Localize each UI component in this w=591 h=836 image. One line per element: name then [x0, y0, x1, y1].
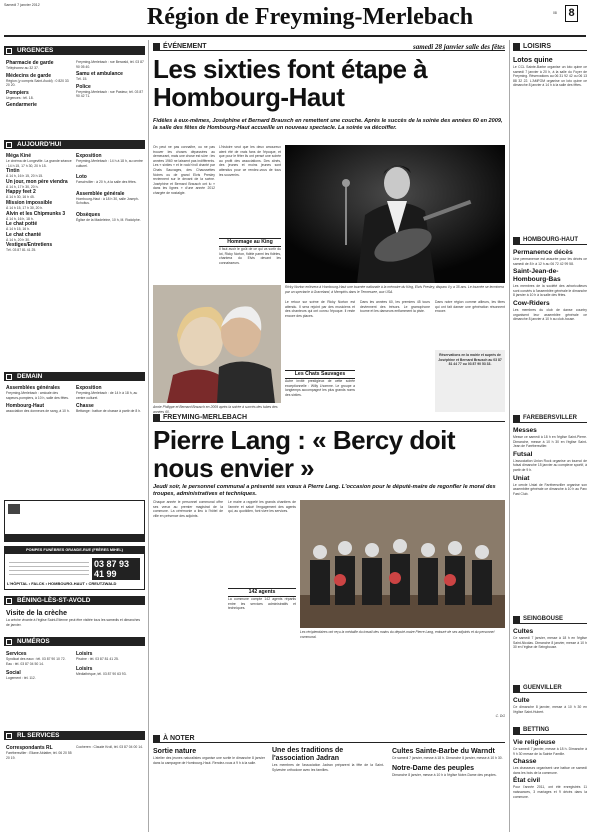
note-text: L'atelier des jeunes naturalistes organise une sortie le dimanche 8 janvier dans la campagne de Hombourg-Haut. Rendez-vous à 9 h à la salle.: [153, 756, 265, 765]
culte-text: Ce dimanche 8 janvier, messe à 10 h 30 en l'église Saint-Hubert.: [513, 705, 587, 714]
lead-2: Jeudi soir, le personnel communal a présenté ses vœux à Pierre Lang. L'occasion pour le député-maire de regonfler le moral des troupes, administratives et techniques.: [153, 484, 496, 497]
photo1-caption: Ricky Norton enlèvera à Hombourg-Haut une tournée nationale à la mémoire du King, Elvis Presley, disparu il y a 35 ans. Le tournée se terminera par un spectacle à Graceland, à Memphis dans le Tennessee, aux USA.: [285, 285, 504, 294]
listing-item: Chasse Bettange : battue de chasse à partir de 8 h.: [76, 403, 142, 414]
permanence-text: Une permanence est assurée pour les décès ce samedi de 8 h à 12 h au 06 72 42 99 58.: [513, 257, 587, 266]
listing-item: Loto Farschviller : à 20 h, à la salle des fêtes.: [76, 174, 137, 185]
chats-sauvages-title: Les Chats Sauvages: [285, 370, 355, 379]
photo-ricky-norton: [285, 145, 505, 283]
group-photo-illustration: [300, 500, 505, 628]
reservation-info-box: [435, 350, 505, 412]
permanence-title: Permanence décès: [513, 249, 573, 256]
guenviller-title: GUENVILLER: [523, 685, 562, 691]
cowriders-title: Cow-Riders: [513, 299, 550, 307]
urgence-item: Pompiers Urgences : tél. 18.: [6, 89, 34, 100]
column-rule-right: [509, 40, 510, 832]
bening-title: BÉNING-LÈS-ST-AVOLD: [17, 597, 91, 604]
page-number: 8: [568, 7, 575, 19]
body-col-5: Dans notre région comme ailleurs, les titres qui ont fait danser une génération résonnent encore.: [435, 300, 505, 314]
stage-photo-illustration: [285, 145, 505, 283]
listing-item: Social Logement : tél. 112.: [6, 670, 36, 681]
note-title: Cultes Sainte-Barbe du Warndt: [392, 748, 495, 755]
header-rule: [4, 35, 586, 37]
messes-title: Messes: [513, 427, 537, 434]
demain-right: [76, 385, 144, 414]
note-title: Notre-Dame des peuples: [392, 764, 475, 772]
chats-sauvages-text: Autre invité prestigieux de cette soirée exceptionnelle : Willy Lhomme. Le groupe a longtemps accompagné les plus grands noms des sixties.: [285, 379, 355, 397]
headline-2: Pierre Lang : « Bercy doit nous envier »: [153, 425, 455, 483]
ad-balestreri-line4: [5, 534, 144, 541]
listing-item: Mission impossible À 14 h 15, 17 h 30, 20 h.: [6, 199, 53, 210]
numeros-bar: [4, 637, 145, 646]
headline: Les sixties font étape à Hombourg-Haut: [153, 54, 428, 112]
messes-text: Messe ce samedi à 18 h en l'église Saint-Pierre. Dimanche, messe à 10 h 30 en l'église Saint-Jean de Farébersviller.: [513, 435, 587, 449]
lotos-section: [513, 56, 587, 88]
aujourdhui-bar: [4, 140, 145, 149]
uniat-text: Le cercle Uniat de Farébersviller organise son assemblée générale ce dimanche à 10 h au Parc Fast Club.: [513, 482, 587, 496]
futsal-title: Futsal: [513, 450, 533, 458]
etat-text: Pour l'année 2011, ont été enregistrés 11 naissances, 3 mariages et 9 décès dans la commune.: [513, 785, 587, 799]
note-title: Une des traditions de l'association Jadran: [272, 747, 344, 762]
hommage-text: Il faut avoir le goût de ce qui va sortir du lot, Ricky Norton, fidèle parmi les fidèles, chantera du Elvis devant les connaisseurs.: [219, 247, 281, 265]
cowriders-text: Les membres du club de danse country organisent leur assemblée générale ce dimanche 8 janvier à 10 h au club-house.: [513, 307, 587, 322]
listing-item: Un jour, mon père viendra À 14 h, 17 h 30, 20 h.: [6, 178, 68, 189]
urgence-item: Samu et ambulance Tél. 15.: [76, 71, 123, 82]
listing-item: Assemblée générale Hombourg-Haut : à 18 h 30, salle Joseph-Scholtus.: [76, 190, 139, 206]
listing-item: Alvin et les Chipmunks 3 À 14 h, 16 h, 18 h.: [6, 210, 66, 221]
photo3-signature: C. DG: [495, 714, 505, 718]
listing-item: Assemblées générales Freyming-Merlebach : amicale des sapeurs-pompiers, à 10 h, salle des fêtes.: [6, 385, 69, 400]
listing-item: Le chat potté À 14 h 15, 16 h.: [6, 221, 38, 232]
aujourdhui-right: [76, 153, 144, 223]
body-col-1: On peut ne pas connaître, ou ne pas trouver les choses dépassées au demeurant, mais une chose est sûre : les années 1960 ne laissent pas indifférents. Les « sixties » et le rock'n'roll chanté par Chats Sauvages, des Chaussettes Noires ou de grand Elvis Presley reviennent sur le devant de la scène. Joséphine et Bernard Brausch ont lu « dans les lignes » d'une année 2012 chargée de nostalgie.: [153, 145, 215, 195]
farebersviller-bar: [513, 414, 587, 423]
listing-item: Happy feet 2 À 14 h 30, 16 h 45.: [6, 189, 36, 200]
urgences-title: URGENCES: [17, 47, 54, 54]
chasse-text: Les chasseurs organisent une battue ce samedi dans les bois de la commune.: [513, 766, 587, 775]
guenviller-section: [513, 697, 587, 714]
urgence-item: Pharmacie de garde Téléphonez au 32 37.: [6, 60, 54, 70]
seingbouse-section: [513, 628, 587, 650]
urgences-left: [6, 60, 72, 108]
listing-item: Obsèques Église de la Madeleine, 10 h, M. Rodolphe.: [76, 211, 141, 222]
body-col-2: L'histoire veut que les deux amoureux aient été de vrais fans de l'époque, et que pour le fêter ils ont pensé une soirée au profit des associations. Des aînés, des jeunes et moins jeunes sont attendus pour ce rendez-vous de tous les souvenirs.: [219, 145, 281, 177]
betting-section: [513, 739, 587, 799]
lead: Fidèles à eux-mêmes, Joséphine et Bernard Brausch en remettent une couche. Après le succès de la soirée des années 60 en 2009, la salle des fêtes de Hombourg-Haut accueille un nouveau spectacle. La soirée va décoiffer.: [153, 118, 503, 131]
hombourg-bar: [513, 236, 587, 245]
bening-text: La crèche vivante à l'église Saint-Etienne peut être visitée tous les samedis et dimanches de janvier.: [6, 618, 141, 627]
bening-bar: [4, 596, 145, 605]
ad-logo-icon: [8, 504, 20, 514]
ad-pompes-phone: 03 87 93 41 99: [92, 558, 140, 580]
body-col-4: Dans les années 60, les premiers 45 tours deviennent des trésors. Le gramophone tourne et les danseurs enflamment la piste.: [360, 300, 430, 314]
body2-col-2: Le maire a rappelé les grands chantiers de l'année et salué l'engagement des agents qui, au quotidien, font vivre les services.: [228, 500, 296, 514]
loisirs-bar: [513, 42, 587, 51]
page-number-box: [565, 5, 578, 22]
listing-item: Exposition Freyming-Merlebach : 14 h à 18 h, au centre culturel.: [76, 153, 143, 168]
note-text: Dimanche 8 janvier, messe à 10 h à l'église Notre-Dame des peuples.: [392, 772, 497, 777]
urgence-item: Police Freyming-Merlebach : rue Pasteur, tél. 03 87 90 42 71.: [76, 83, 144, 99]
urgences-right: [76, 60, 144, 99]
cultes-title: Cultes: [513, 628, 534, 635]
ad-balestreri: [4, 500, 145, 542]
demain-bar: [4, 372, 145, 381]
urgence-item: Freyming-Merlebach : rue Berwald, tél. 03 87 90 05 40.: [76, 60, 144, 69]
numeros-title: NUMÉROS: [17, 638, 50, 645]
ad-pompes-title: POMPES FUNÈBRES GRANDE-RUE (FRÈRES MIHEL): [5, 547, 144, 554]
demain-left: [6, 385, 72, 414]
freyming-bar: [153, 413, 505, 422]
ssj-text: Les membres de la société des arboriculteurs sont conviés à l'assemblée générale le dimanche 8 janvier à 10 h à la salle des fêtes.: [513, 284, 587, 298]
listing-item: Hombourg-Haut association des donneurs de sang, à 10 h.: [6, 403, 70, 414]
futsal-text: L'association Union Rock organise un tournoi de futsal dimanche 15 janvier au complexe sportif, à partir de 9 h.: [513, 458, 587, 472]
urgence-item: Médecins de garde Région (y compris Saint-Avold) : 0 820 33 20 20.: [6, 72, 69, 88]
photo3-caption: Les récipiendaires ont reçu la médaille du travail des mains du député-maire Pierre Lang, entouré de ses adjoints et du personnel communal.: [300, 630, 495, 639]
evenement-date: samedi 28 janvier salle des fêtes: [413, 43, 505, 51]
numeros-right: [76, 651, 144, 676]
agents-title: 142 agents: [228, 588, 296, 597]
rl-right: Cocheren : Claude Kroll, tél. 03 87 04 00 14.: [76, 745, 143, 749]
urgence-item: Gendarmerie: [6, 102, 37, 109]
reservation-info-text: Réservations en la mairie et auprès de Joséphine et Bernard Brausch au 03 87 81 44 77 ou 03 87 90 53 33.: [438, 353, 502, 367]
vie-text: Ce samedi 7 janvier, messe à 18 h. Dimanche à 9 h 30 messe de la Sainte Famille.: [513, 747, 587, 756]
agents-box: [228, 588, 296, 611]
hommage-box: [219, 238, 281, 265]
betting-title: BETTING: [523, 727, 550, 733]
lotos-title: Lotos quine: [513, 57, 553, 64]
photo-annie-bernard: [153, 285, 281, 403]
photo2-caption: Annie Philippe et Bernard Brausch en 2009 après la soirée à succès des tubes des années 60.: [153, 405, 278, 414]
evenement-label: ÉVÉNEMENT: [163, 43, 207, 50]
hombourg-title: HOMBOURG-HAUT: [523, 237, 578, 243]
ad-pompes-service: [9, 559, 89, 575]
loisirs-title: LOISIRS: [523, 43, 552, 50]
listing-item: Vestiges/Entretiens Tél. 03 87 81 41 25.: [6, 242, 53, 253]
a-noter-bar: [153, 734, 505, 743]
note-text: Les membres de l'association Jadran préparent la fête de la Saint-Sylvestre orthodoxe avec les familles.: [272, 763, 384, 772]
column-rule-left: [148, 40, 149, 832]
body2-col-1: Chaque année le personnel communal offre ses vœux au premier magistrat de la commune. La cérémonie a lieu à l'hôtel de ville en présence des adjoints.: [153, 500, 223, 518]
rl-services-bar: [4, 731, 145, 740]
urgences-bar: [4, 46, 145, 55]
page-date: Samedi 7 janvier 2012: [4, 3, 40, 7]
note-text: Ce samedi 7 janvier, messe à 18 h. Dimanche 8 janvier, messe à 10 h 30.: [392, 756, 503, 760]
note-1: [153, 747, 265, 765]
vie-title: Vie religieuse: [513, 739, 556, 746]
betting-bar: [513, 726, 587, 735]
aujourdhui-left: [6, 153, 72, 253]
freyming-label: FREYMING-MERLEBACH: [163, 414, 247, 421]
farebersviller-section: [513, 427, 587, 496]
uniat-title: Uniat: [513, 474, 530, 482]
couple-photo-illustration: [153, 285, 281, 403]
note-3: [392, 747, 505, 777]
a-noter-label: À NOTER: [163, 735, 195, 742]
seingbouse-title: SEINGBOUSE: [523, 616, 564, 622]
guenviller-bar: [513, 684, 587, 693]
body-col-3: Le retour sur scène de Ricky Norton est attendu. Il sera rejoint par des musiciens et des chanteurs qui ont connu l'époque. Il reste encore des places.: [285, 300, 355, 318]
chats-sauvages-box: [285, 370, 355, 397]
bening-section: [6, 609, 144, 627]
ad-pompes-funebres: [4, 546, 145, 590]
hommage-title: Hommage au King: [219, 238, 281, 247]
photo-group: [300, 500, 505, 628]
ad-pompes-footer: L'HÔPITAL • FALCK • HOMBOURG-HAUT • CREUTZWALD: [7, 581, 117, 586]
cultes-text: Ce samedi 7 janvier, messe à 18 h en l'église Saint-Nicolas. Dimanche 8 janvier, messe à 10 h 30 en l'église de Seingbouse.: [513, 636, 587, 650]
listing-item: Loisirs Médiathèque, tél. 03 87 90 63 93.: [76, 665, 127, 676]
hombourg-section: [513, 249, 587, 322]
rl-left: Correspondants RL Farébersviller : Eliane Ablatter, tél. 06 20 55 20 19.: [6, 745, 72, 760]
page-title: Région de Freyming-Merlebach: [146, 4, 474, 30]
chasse-title: Chasse: [513, 758, 537, 766]
seingbouse-bar: [513, 615, 587, 624]
listing-item: Méga Kiné Le cinéma de Longeville. La grande séance : 14 h 15, 17 h 30, 20 h 15.: [6, 153, 72, 168]
note-title: Sortie nature: [153, 748, 197, 755]
rl-services-title: RL SERVICES: [17, 732, 60, 739]
ssj-title: Saint-Jean-de-Hombourg-Bas: [513, 268, 561, 284]
farebersviller-title: FAREBERSVILLER: [523, 415, 578, 421]
listing-item: Services Syndicat des eaux : tél. 03 87 90 10 72. Eau : tél. 03 87 04 50 14.: [6, 651, 66, 666]
agents-text: La commune compte 142 agents répartis entre les services administratifs et techniques.: [228, 597, 296, 611]
listing-item: Tintin À 14 h, 16 h 15, 20 h 15.: [6, 168, 44, 179]
etat-title: État civil: [513, 777, 541, 785]
bening-subtitle: Visite de la crèche: [6, 610, 67, 617]
listing-item: Exposition Freyming-Merlebach : de 14 h à 18 h, au centre culturel.: [76, 385, 138, 400]
page-code: 08: [553, 11, 557, 15]
culte-title: Culte: [513, 697, 530, 704]
aujourdhui-title: AUJOURD'HUI: [17, 141, 62, 148]
numeros-left: [6, 651, 72, 681]
lotos-text: Le CCL Sainte-Barbe organise un loto quine ce samedi 7 janvier à 20 h, à la salle du Foyer de Freyming. Réservations au 06 31 92 42 ou 06 13 88 32 22. L'AMFOM organise un loto quine ce dimanche 8 janvier à 14 h à la salle des fêtes.: [513, 65, 587, 88]
demain-title: DEMAIN: [17, 373, 43, 380]
note-2: [272, 747, 384, 772]
listing-item: Loisirs Piscine : tél. 03 87 81 41 25.: [76, 651, 119, 661]
listing-item: Le chat chanté À 14 h, 20 h 30.: [6, 231, 42, 242]
